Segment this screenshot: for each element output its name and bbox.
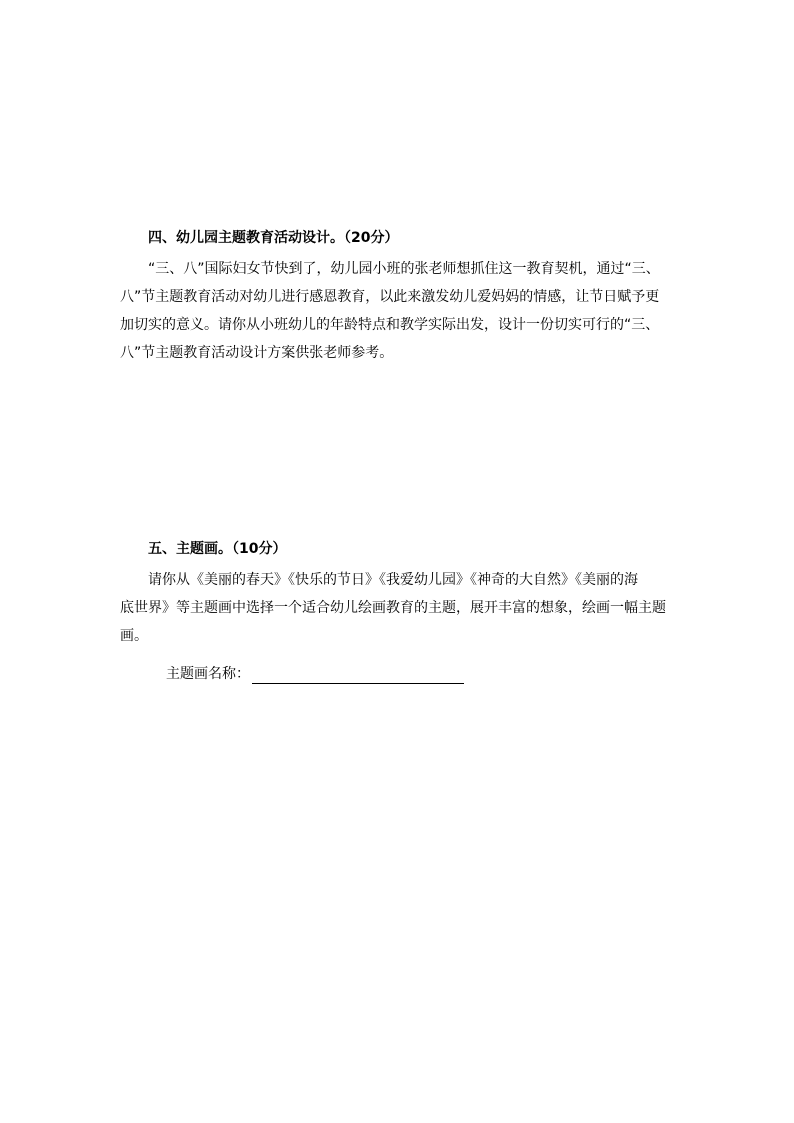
question-line: “三、八”国际妇女节快到了，幼儿园小班的张老师想抓住这一教育契机，通过“三、	[148, 261, 660, 277]
section-5	[120, 539, 680, 650]
drawing-name-blank[interactable]	[252, 667, 464, 684]
question-line: 八”节主题教育活动设计方案供张老师参考。	[120, 345, 394, 361]
question-line: 八”节主题教育活动对幼儿进行感恩教育，以此来激发幼儿爱妈妈的情感，让节日赋予更	[120, 289, 660, 305]
question-line: 底世界》等主题画中选择一个适合幼儿绘画教育的主题，展开丰富的想象，绘画一幅主题	[120, 600, 666, 616]
section-4	[120, 228, 680, 367]
question-line: 画。	[120, 628, 148, 644]
section-4-question	[120, 255, 680, 367]
question-line: 加切实的意义。请你从小班幼儿的年龄特点和教学实际出发，设计一份切实可行的“三、	[120, 317, 660, 333]
section-4-title: 四、幼儿园主题教育活动设计。（20分）	[148, 230, 399, 246]
drawing-name-label: 主题画名称：	[166, 666, 250, 682]
question-line: 请你从《美丽的春天》《快乐的节日》《我爱幼儿园》《神奇的大自然》《美丽的海	[148, 572, 638, 588]
drawing-name-row	[166, 664, 464, 684]
section-5-title: 五、主题画。（10分）	[148, 541, 287, 557]
section-5-question	[120, 566, 680, 650]
